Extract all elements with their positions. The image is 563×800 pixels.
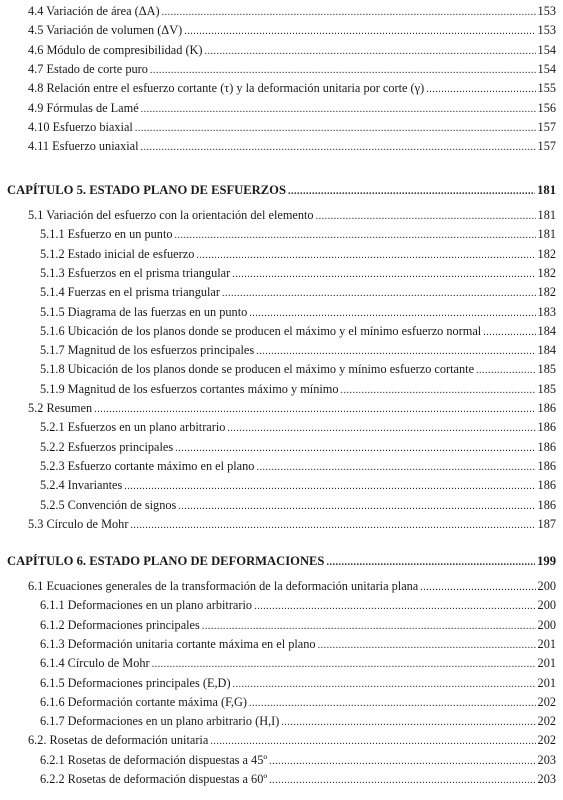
page-number: 199: [537, 554, 556, 568]
toc-section-entry: [28, 22, 556, 38]
toc-subsection-entry: [40, 439, 556, 455]
toc-subsection-entry: [40, 458, 556, 474]
entry-title: 5.1.7 Magnitud de los esfuerzos principales: [40, 343, 255, 358]
toc-subsection-entry: [40, 713, 556, 729]
entry-title: 4.4 Variación de área (ΔA): [28, 4, 160, 18]
toc-subsection-entry: [40, 323, 556, 339]
page-number: 157: [537, 119, 556, 134]
page-number: 185: [537, 381, 556, 396]
toc-subsection-entry: [40, 477, 556, 493]
toc-subsection-entry: [40, 675, 556, 691]
entry-title: 5.2.3 Esfuerzo cortante máximo en el plano: [40, 458, 255, 473]
entry-title: 5.1.4 Fuerzas en el prisma triangular: [40, 285, 220, 300]
toc-section-entry: [28, 138, 556, 154]
entry-title: 6.1.2 Deformaciones principales: [40, 617, 200, 632]
entry-title: 5.1.6 Ubicación de los planos donde se producen el máximo y el mínimo esfuerzo normal: [40, 323, 482, 338]
toc-subsection-entry: [40, 771, 556, 787]
page-number: 186: [537, 401, 556, 415]
page-number: 182: [537, 265, 556, 280]
dot-leader: [249, 306, 535, 322]
entry-title: 5.1.1 Esfuerzo en un punto: [40, 227, 173, 242]
dot-leader: [202, 619, 536, 635]
page-number: 186: [537, 497, 556, 512]
dot-leader: [124, 479, 535, 495]
dot-leader: [227, 421, 535, 437]
entry-title: CAPÍTULO 6. ESTADO PLANO DE DEFORMACIONES: [7, 554, 325, 568]
toc-subsection-entry: [40, 226, 556, 242]
toc-subsection-entry: [40, 694, 556, 710]
entry-title: 4.11 Esfuerzo uniaxial: [28, 139, 139, 154]
dot-leader: [318, 638, 536, 654]
entry-title: 6.1.5 Deformaciones principales (E,D): [40, 675, 231, 690]
entry-title: 6.1.1 Deformaciones en un plano arbitrario: [40, 598, 253, 613]
page-number: 186: [537, 478, 556, 493]
dot-leader: [256, 460, 535, 476]
toc-section-entry: [28, 400, 556, 416]
toc-subsection-entry: [40, 636, 556, 652]
dot-leader: [141, 102, 536, 118]
toc-section-entry: [28, 119, 556, 135]
entry-title: 5.1.3 Esfuerzos en el prisma triangular: [40, 265, 231, 280]
toc-section-entry: [28, 100, 556, 116]
entry-title: 4.6 Módulo de compresibilidad (K): [28, 42, 203, 57]
dot-leader: [281, 715, 535, 731]
dot-leader: [130, 518, 535, 534]
entry-title: 4.7 Estado de corte puro: [28, 61, 148, 76]
entry-title: 5.2.2 Esfuerzos principales: [40, 439, 174, 454]
toc-section-entry: [28, 61, 556, 77]
dot-leader: [233, 677, 536, 693]
page-number: 200: [537, 598, 556, 613]
page-number: 153: [537, 4, 556, 18]
page-number: 181: [537, 183, 556, 197]
entry-title: 6.1.7 Deformaciones en un plano arbitrario (H,I): [40, 714, 280, 729]
entry-title: 6.1.3 Deformación unitaria cortante máxima en el plano: [40, 636, 316, 651]
toc-subsection-entry: [40, 361, 556, 377]
toc-subsection-entry: [40, 342, 556, 358]
entry-title: 5.1 Variación del esfuerzo con la orientación del elemento: [28, 208, 314, 222]
page-number: 201: [537, 675, 556, 690]
page-number: 182: [537, 246, 556, 261]
toc-subsection-entry: [40, 655, 556, 671]
entry-title: 5.2.5 Convención de signos: [40, 497, 177, 512]
entry-title: 6.1 Ecuaciones generales de la transformación de la deformación unitaria plana: [28, 579, 419, 593]
entry-title: 5.1.5 Diagrama de las fuerzas en un punto: [40, 304, 248, 319]
toc-subsection-entry: [40, 304, 556, 320]
page-number: 186: [537, 420, 556, 435]
dot-leader: [175, 228, 536, 244]
entry-title: 4.10 Esfuerzo biaxial: [28, 119, 133, 134]
entry-title: 5.1.8 Ubicación de los planos donde se producen el máximo y mínimo esfuerzo cortante: [40, 362, 475, 377]
dot-leader: [326, 554, 535, 572]
entry-title: 6.2.1 Rosetas de deformación dispuestas a 45º: [40, 752, 268, 767]
page-number: 185: [537, 362, 556, 377]
toc-subsection-entry: [40, 752, 556, 768]
toc-subsection-entry: [40, 284, 556, 300]
page-number: 203: [537, 772, 556, 786]
chapter-heading: [7, 181, 556, 199]
toc-subsection-entry: [40, 381, 556, 397]
page-number: 187: [537, 516, 556, 531]
page-number: 156: [537, 100, 556, 115]
entry-title: 6.1.6 Deformación cortante máxima (F,G): [40, 694, 247, 709]
entry-title: 6.2. Rosetas de deformación unitaria: [28, 733, 209, 748]
dot-leader: [316, 209, 536, 225]
toc-subsection-entry: [40, 419, 556, 435]
dot-leader: [178, 499, 535, 515]
page-number: 183: [537, 304, 556, 319]
dot-leader: [341, 383, 536, 399]
toc-section-entry: [28, 80, 556, 96]
entry-title: 5.1.9 Magnitud de los esfuerzos cortantes máximo y mínimo: [40, 381, 339, 396]
dot-leader: [254, 599, 535, 615]
toc-section-entry: [28, 207, 556, 223]
entry-title: 5.2.4 Invariantes: [40, 478, 123, 493]
page-number: 181: [537, 208, 556, 222]
page-number: 202: [537, 694, 556, 709]
page-number: 200: [537, 617, 556, 632]
dot-leader: [94, 402, 535, 418]
entry-title: 5.3 Círculo de Mohr: [28, 516, 129, 531]
chapter-heading: [7, 552, 556, 570]
entry-title: CAPÍTULO 5. ESTADO PLANO DE ESFUERZOS: [7, 183, 286, 197]
toc-section-entry: [28, 3, 556, 19]
entry-title: 5.2 Resumen: [28, 401, 93, 415]
dot-leader: [184, 24, 535, 40]
page-number: 200: [537, 579, 556, 593]
toc-subsection-entry: [40, 246, 556, 262]
dot-leader: [269, 773, 535, 789]
dot-leader: [135, 121, 536, 137]
entry-title: 4.8 Relación entre el esfuerzo cortante (τ) y la deformación unitaria por corte (γ): [28, 81, 425, 96]
page-number: 154: [537, 61, 556, 76]
toc-section-entry: [28, 732, 556, 748]
toc-subsection-entry: [40, 497, 556, 513]
page-number: 153: [537, 23, 556, 38]
entry-title: 5.1.2 Estado inicial de esfuerzo: [40, 246, 195, 261]
dot-leader: [152, 657, 536, 673]
dot-leader: [222, 286, 536, 302]
dot-leader: [210, 734, 535, 750]
toc-subsection-entry: [40, 265, 556, 281]
entry-title: 5.2.1 Esfuerzos en un plano arbitrario: [40, 420, 226, 435]
dot-leader: [141, 140, 536, 156]
entry-title: 4.9 Fórmulas de Lamé: [28, 100, 139, 115]
toc-section-entry: [28, 578, 556, 594]
page-number: 202: [537, 714, 556, 729]
dot-leader: [426, 82, 535, 98]
toc-section-entry: [28, 42, 556, 58]
dot-leader: [205, 44, 536, 60]
page-number: 201: [537, 636, 556, 651]
dot-leader: [483, 325, 535, 341]
entry-title: 4.5 Variación de volumen (ΔV): [28, 23, 183, 38]
dot-leader: [420, 580, 535, 596]
dot-leader: [256, 344, 535, 360]
entry-title: 6.2.2 Rosetas de deformación dispuestas a 60º: [40, 772, 268, 786]
toc-section-entry: [28, 516, 556, 532]
page-number: 201: [537, 656, 556, 671]
page-number: 184: [537, 343, 556, 358]
page-number: 184: [537, 323, 556, 338]
page-number: 154: [537, 42, 556, 57]
dot-leader: [288, 183, 535, 201]
dot-leader: [232, 267, 535, 283]
page-number: 186: [537, 458, 556, 473]
dot-leader: [476, 363, 536, 379]
dot-leader: [150, 63, 536, 79]
page-number: 155: [537, 81, 556, 96]
page-number: 157: [537, 139, 556, 154]
dot-leader: [196, 248, 535, 264]
toc-subsection-entry: [40, 597, 556, 613]
toc-subsection-entry: [40, 617, 556, 633]
page-number: 202: [537, 733, 556, 748]
page-number: 181: [537, 227, 556, 242]
page-number: 186: [537, 439, 556, 454]
page-number: 203: [537, 752, 556, 767]
page-number: 182: [537, 285, 556, 300]
dot-leader: [269, 754, 535, 770]
entry-title: 6.1.4 Círculo de Mohr: [40, 656, 150, 671]
dot-leader: [249, 696, 536, 712]
dot-leader: [162, 5, 536, 21]
dot-leader: [175, 441, 535, 457]
